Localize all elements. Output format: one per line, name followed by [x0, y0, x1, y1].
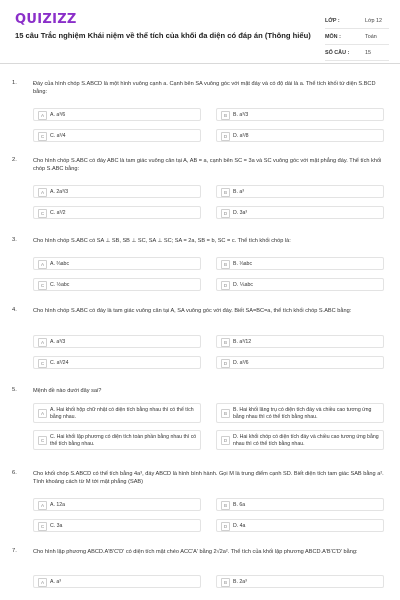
option-c[interactable]: [33, 356, 201, 369]
option-letter: A: [38, 111, 47, 120]
option-a[interactable]: [33, 335, 201, 348]
option-text: B. 6a: [233, 502, 246, 508]
question-number: 7.: [12, 548, 17, 554]
question-text: Cho hình chóp S.ABC có đáy là tam giác vuông cân tại A, SA vuông góc với đáy. Biết SA=BC=a, thể tích khối chóp S.ABC bằng:: [33, 308, 352, 314]
option-text: B. a³: [233, 189, 244, 195]
option-letter: A: [38, 578, 47, 587]
question-number: 2.: [12, 157, 17, 163]
option-d[interactable]: [216, 519, 384, 532]
option-letter: B: [221, 188, 230, 197]
question-text: Cho hình chóp S.ABC có đáy ABC là tam giác vuông cân tại A, AB = a, cạnh bên SC = 3a và SC vuông góc với mặt phẳng đáy. Thể tích khối chóp S.ABC bằng:: [33, 158, 382, 173]
option-letter: A: [38, 188, 47, 197]
option-d[interactable]: [216, 129, 384, 142]
option-text: D. 3a³: [233, 210, 248, 216]
option-text: C. 3a: [50, 523, 63, 529]
question-text: Đáy của hình chóp S.ABCD là một hình vuông cạnh a. Cạnh bên SA vuông góc với mặt đáy và có độ dài là a. Thể tích khối tứ diện S.BCD bằng:: [33, 81, 376, 96]
option-text: B. Hai khối lăng trụ có diện tích đáy và chiều cao tương ứng bằng nhau thì có thể tích bằng nhau.: [233, 407, 372, 420]
brand-logo: QUIZIZZ: [15, 12, 77, 27]
option-text: B. ⅓abc: [233, 261, 253, 267]
option-letter: D: [221, 281, 230, 290]
option-letter: D: [221, 359, 230, 368]
option-text: A. 2a³/3: [50, 189, 69, 195]
option-a[interactable]: [33, 108, 201, 121]
meta-value: Toán: [365, 33, 377, 40]
option-letter: C: [38, 281, 47, 290]
option-letter: B: [221, 501, 230, 510]
option-letter: B: [221, 338, 230, 347]
header-divider: [0, 63, 400, 64]
meta-row-class: [325, 13, 389, 29]
meta-panel: [325, 13, 389, 61]
option-text: B. 2a³: [233, 579, 247, 585]
option-text: D. ⅙abc: [233, 282, 254, 288]
option-a[interactable]: [33, 257, 201, 270]
option-letter: D: [221, 436, 230, 445]
option-text: A. a³/6: [50, 112, 66, 118]
option-c[interactable]: [33, 430, 201, 450]
option-text: D. a³/6: [233, 360, 249, 366]
option-c[interactable]: [33, 129, 201, 142]
option-letter: D: [221, 209, 230, 218]
question-number: 4.: [12, 307, 17, 313]
option-b[interactable]: [216, 257, 384, 270]
question-number: 3.: [12, 237, 17, 243]
option-a[interactable]: [33, 575, 201, 588]
meta-row-subject: [325, 29, 389, 45]
option-letter: A: [38, 409, 47, 418]
option-c[interactable]: [33, 519, 201, 532]
question-number: 5.: [12, 387, 17, 393]
meta-value: Lớp 12: [365, 17, 383, 24]
option-text: C. ½abc: [50, 282, 70, 288]
meta-label: SỐ CÂU :: [325, 49, 350, 56]
option-a[interactable]: [33, 498, 201, 511]
option-letter: A: [38, 260, 47, 269]
meta-label: MÔN :: [325, 33, 341, 40]
question-text: Cho khối chóp S.ABCD có thể tích bằng 4a³, đáy ABCD là hình bình hành. Gọi M là trung điểm cạnh SD. Biết diện tích tam giác SAB bằng a². Tính khoảng cách từ M tới mặt phẳng (SAB): [33, 471, 384, 486]
option-letter: B: [221, 578, 230, 587]
meta-row-count: [325, 45, 389, 61]
option-d[interactable]: [216, 206, 384, 219]
option-letter: C: [38, 436, 47, 445]
option-letter: C: [38, 359, 47, 368]
option-letter: D: [221, 522, 230, 531]
meta-label: LỚP :: [325, 17, 340, 24]
option-letter: B: [221, 409, 230, 418]
option-b[interactable]: [216, 185, 384, 198]
option-text: A. a³: [50, 579, 61, 585]
option-d[interactable]: [216, 430, 384, 450]
option-letter: C: [38, 209, 47, 218]
option-text: D. Hai khối chóp có diện tích đáy và chiều cao tương ứng bằng nhau thì có thể tích bằng nhau.: [233, 434, 379, 447]
option-letter: B: [221, 111, 230, 120]
question-number: 1.: [12, 80, 17, 86]
option-text: C. a³/4: [50, 133, 66, 139]
question-text: Cho hình chóp S.ABC có SA ⊥ SB, SB ⊥ SC, SA ⊥ SC; SA = 2a, SB = b, SC = c. Thể tích khối chóp là:: [33, 238, 291, 244]
option-c[interactable]: [33, 206, 201, 219]
option-letter: C: [38, 522, 47, 531]
option-text: C. a³/24: [50, 360, 69, 366]
question-number: 6.: [12, 470, 17, 476]
option-text: D. a³/8: [233, 133, 249, 139]
worksheet-title: 15 câu Trắc nghiệm Khái niệm về thể tích của khối đa diện có đáp án (Thông hiểu): [15, 31, 311, 40]
option-letter: C: [38, 132, 47, 141]
option-text: B. a³/3: [233, 112, 249, 118]
option-a[interactable]: [33, 403, 201, 423]
option-letter: A: [38, 501, 47, 510]
option-text: A. Hai khối hộp chữ nhật có diện tích bằng nhau thì có thể tích bằng nhau.: [50, 407, 194, 420]
option-b[interactable]: [216, 403, 384, 423]
question-text: Cho hình lập phương ABCD.A'B'C'D' có diện tích mặt chéo ACC'A' bằng 2√2a². Thể tích của khối lập phương ABCD.A'B'C'D' bằng:: [33, 549, 358, 555]
option-c[interactable]: [33, 278, 201, 291]
option-text: A. a³/3: [50, 339, 66, 345]
option-letter: D: [221, 132, 230, 141]
option-text: A. ⅔abc: [50, 261, 70, 267]
question-text: Mệnh đề nào dưới đây sai?: [33, 388, 102, 394]
option-d[interactable]: [216, 356, 384, 369]
option-text: D. 4a: [233, 523, 246, 529]
option-letter: A: [38, 338, 47, 347]
option-a[interactable]: [33, 185, 201, 198]
option-b[interactable]: [216, 498, 384, 511]
meta-value: 15: [365, 49, 371, 56]
option-text: B. a³/12: [233, 339, 252, 345]
option-b[interactable]: [216, 108, 384, 121]
option-b[interactable]: [216, 335, 384, 348]
option-text: A. 12a: [50, 502, 65, 508]
option-text: C. Hai khối lập phương có diện tích toàn phần bằng nhau thì có thể tích bằng nhau.: [50, 434, 197, 447]
option-letter: B: [221, 260, 230, 269]
option-d[interactable]: [216, 278, 384, 291]
option-b[interactable]: [216, 575, 384, 588]
option-text: C. a³/2: [50, 210, 66, 216]
